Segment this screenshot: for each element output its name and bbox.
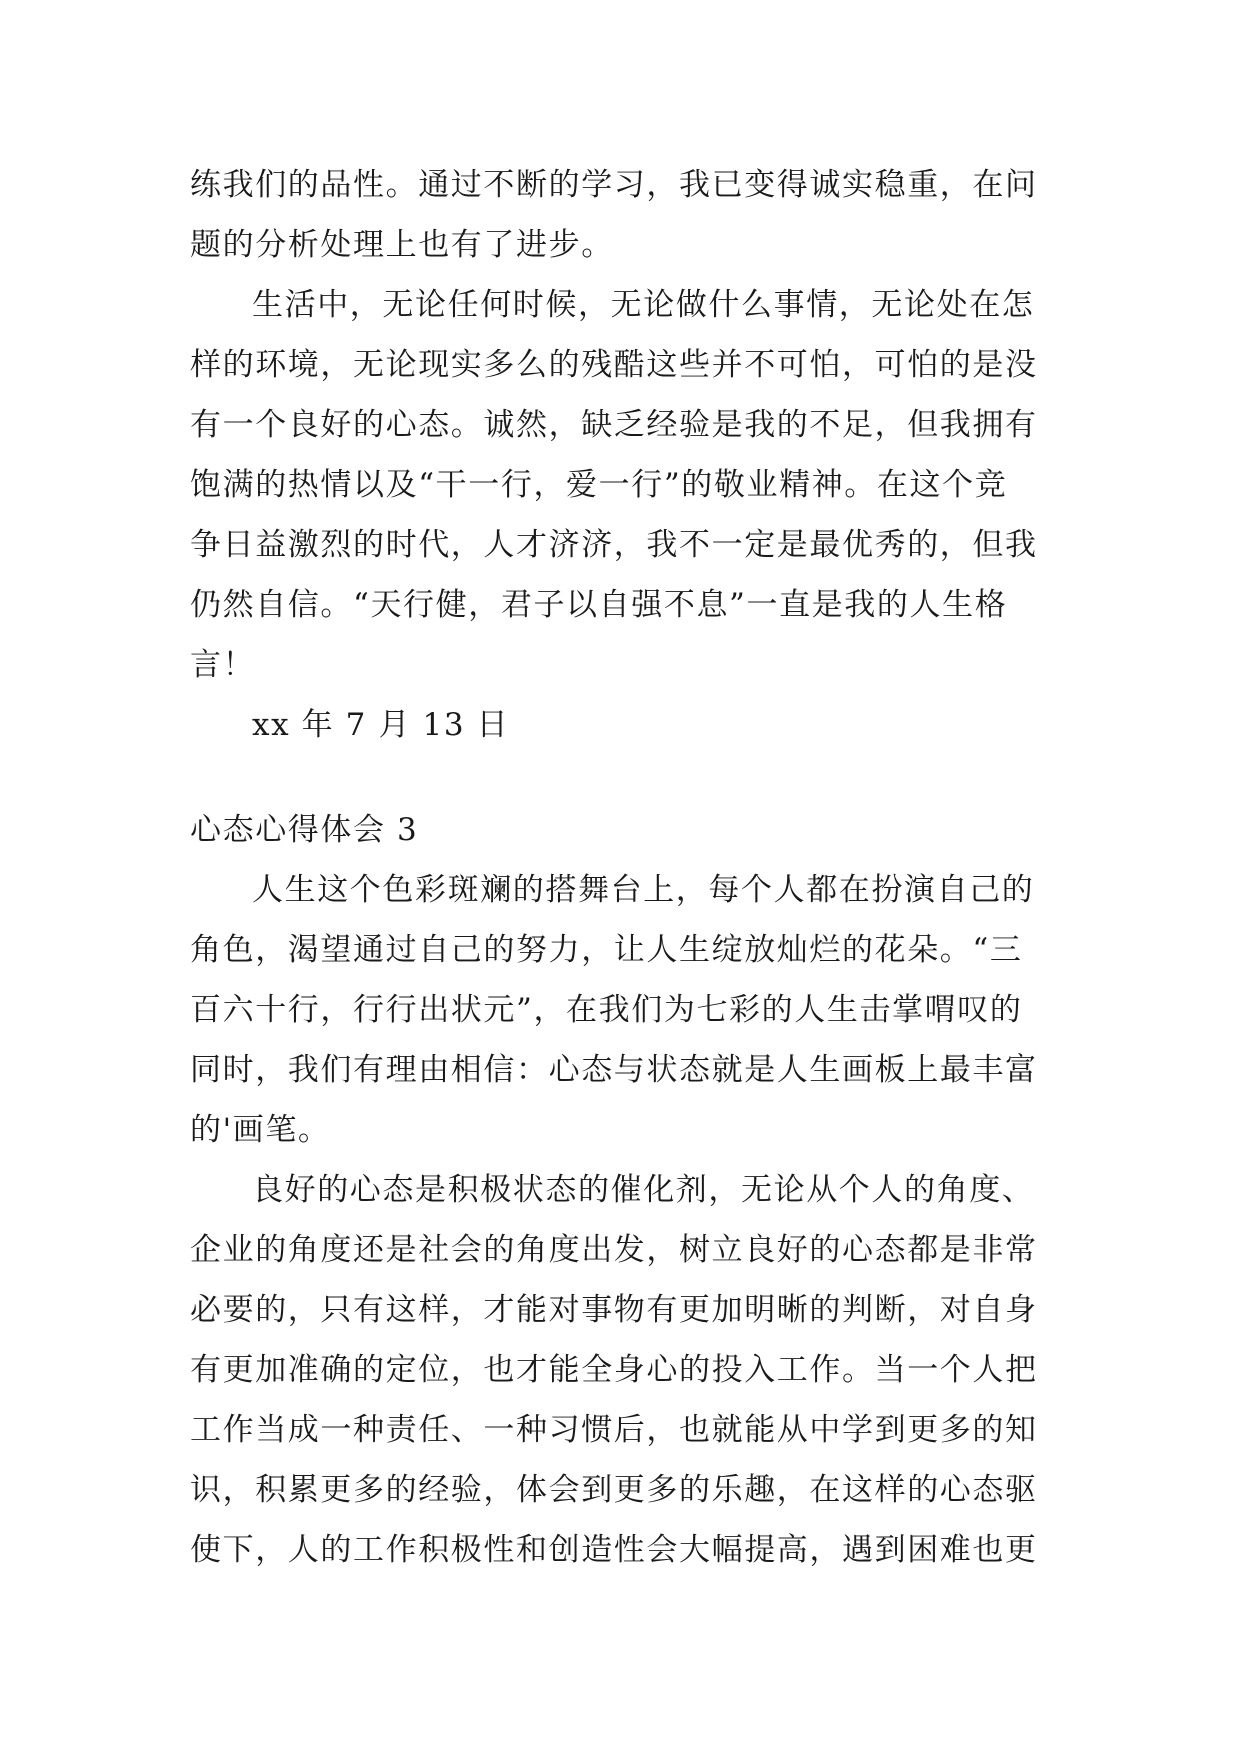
date-line: xx 年 7 月 13 日	[252, 707, 510, 743]
paragraph-2-line-6: 仍然自信。“天行健，君子以自强不息”一直是我的人生格	[190, 587, 1008, 623]
paragraph-3-line-2: 角色，渴望通过自己的努力，让人生绽放灿烂的花朵。“三	[190, 932, 1023, 968]
paragraph-4-line-4: 有更加准确的定位，也才能全身心的投入工作。当一个人把	[190, 1352, 1038, 1388]
paragraph-3-line-4: 同时，我们有理由相信：心态与状态就是人生画板上最丰富	[190, 1052, 1038, 1088]
paragraph-3-line-1: 人生这个色彩斑斓的搭舞台上，每个人都在扮演自己的	[252, 872, 1035, 908]
paragraph-2-line-7: 言！	[190, 647, 256, 683]
paragraph-4-line-5: 工作当成一种责任、一种习惯后，也就能从中学到更多的知	[190, 1412, 1038, 1448]
paragraph-3-line-5: 的'画笔。	[190, 1112, 331, 1148]
paragraph-3-line-3: 百六十行，行行出状元”，在我们为七彩的人生击掌喟叹的	[190, 992, 1023, 1028]
section-title: 心态心得体会 3	[190, 812, 419, 848]
paragraph-4-line-2: 企业的角度还是社会的角度出发，树立良好的心态都是非常	[190, 1232, 1038, 1268]
paragraph-2-line-5: 争日益激烈的时代，人才济济，我不一定是最优秀的，但我	[190, 527, 1038, 563]
paragraph-4-line-7: 使下，人的工作积极性和创造性会大幅提高，遇到困难也更	[190, 1532, 1038, 1568]
paragraph-2-line-1: 生活中，无论任何时候，无论做什么事情，无论处在怎	[252, 287, 1035, 323]
paragraph-4-line-6: 识，积累更多的经验，体会到更多的乐趣，在这样的心态驱	[190, 1472, 1038, 1508]
paragraph-1-line-2: 题的分析处理上也有了进步。	[190, 227, 614, 263]
paragraph-2-line-2: 样的环境，无论现实多么的残酷这些并不可怕，可怕的是没	[190, 347, 1038, 383]
paragraph-2-line-3: 有一个良好的心态。诚然，缺乏经验是我的不足，但我拥有	[190, 407, 1038, 443]
paragraph-4-line-3: 必要的，只有这样，才能对事物有更加明晰的判断，对自身	[190, 1292, 1038, 1328]
paragraph-2-line-4: 饱满的热情以及“干一行，爱一行”的敬业精神。在这个竞	[190, 467, 1008, 503]
paragraph-4-line-1: 良好的心态是积极状态的催化剂，无论从个人的角度、	[252, 1172, 1035, 1208]
paragraph-1-line-1: 练我们的品性。通过不断的学习，我已变得诚实稳重，在问	[190, 167, 1038, 203]
